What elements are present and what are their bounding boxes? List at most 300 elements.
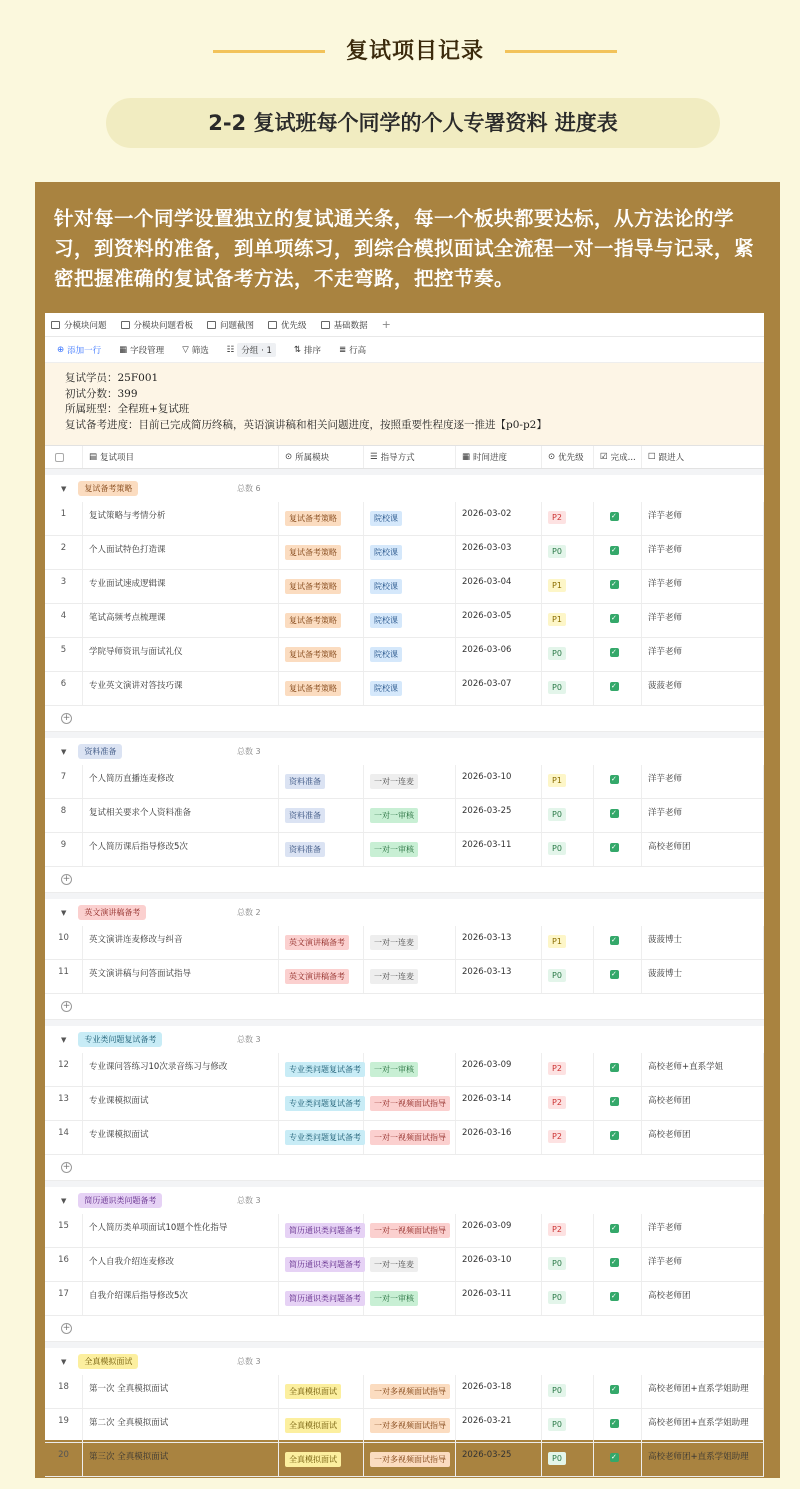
select-all-checkbox[interactable] [45,446,83,468]
module-tag: 全真模拟面试 [285,1384,341,1399]
collapse-arrow-icon[interactable]: ▼ [61,1035,67,1044]
row-number: 18 [45,1375,83,1408]
item-cell[interactable]: 个人面试特色打造课 [83,536,279,569]
date-cell[interactable]: 2026-03-18 [456,1375,542,1408]
table-row[interactable] [45,604,764,638]
table-row[interactable] [45,1087,764,1121]
priority-tag: P2 [548,1062,566,1075]
method-tag: 一对多视频面试指导 [370,1452,450,1467]
date-cell[interactable]: 2026-03-06 [456,638,542,671]
method-cell[interactable] [364,638,456,671]
grid-icon [268,321,277,329]
collapse-arrow-icon[interactable]: ▼ [61,1357,67,1366]
priority-cell[interactable] [542,1087,594,1120]
method-cell[interactable] [364,833,456,866]
module-tag: 复试备考策略 [285,647,341,662]
priority-cell[interactable] [542,638,594,671]
done-cell[interactable] [594,1087,642,1120]
owner-cell[interactable]: 洋芋老师 [642,765,764,798]
owner-cell[interactable]: 洋芋老师 [642,638,764,671]
item-cell[interactable]: 复试策略与考情分析 [83,502,279,535]
method-cell[interactable] [364,604,456,637]
tab-kanban[interactable]: 分模块问题看板 [121,319,194,331]
group-label: 资料准备 [78,744,122,759]
table-row[interactable] [45,1214,764,1248]
add-record-row[interactable] [45,1155,764,1181]
row-number: 11 [45,960,83,993]
module-tag: 专业类问题复试备考 [285,1096,365,1111]
priority-cell[interactable] [542,926,594,959]
row-number: 14 [45,1121,83,1154]
collapse-arrow-icon[interactable]: ▼ [61,1196,67,1205]
priority-cell[interactable] [542,1121,594,1154]
method-cell[interactable] [364,1443,456,1476]
checkbox-checked-icon[interactable] [610,1419,619,1428]
method-tag: 一对一视频面试指导 [370,1130,450,1145]
priority-tag: P0 [548,808,566,821]
initial-score: 初试分数：399 [65,387,138,400]
priority-cell[interactable] [542,604,594,637]
module-cell[interactable] [279,672,364,705]
done-cell[interactable] [594,1121,642,1154]
group-icon: ☷ [226,344,235,355]
module-tag: 简历通识类问题备考 [285,1291,365,1306]
module-tag: 资料准备 [285,774,325,789]
group-label: 专业类问题复试备考 [78,1032,162,1047]
priority-cell[interactable] [542,960,594,993]
item-cell[interactable]: 自我介绍课后指导修改5次 [83,1282,279,1315]
method-tag: 一对一审核 [370,1062,418,1077]
item-cell[interactable]: 笔试高频考点梳理课 [83,604,279,637]
owner-cell[interactable]: 高校老师团 [642,1087,764,1120]
table-row[interactable] [45,1282,764,1316]
priority-tag: P0 [548,1257,566,1270]
done-cell[interactable] [594,1053,642,1086]
progress-table [45,445,764,1477]
owner-cell[interactable]: 洋芋老师 [642,502,764,535]
tab-screenshots[interactable]: 问题截图 [207,319,254,331]
owner-cell[interactable]: 洋芋老师 [642,570,764,603]
priority-cell[interactable] [542,502,594,535]
module-cell[interactable] [279,638,364,671]
item-cell[interactable]: 第三次 全真模拟面试 [83,1443,279,1476]
priority-cell[interactable] [542,570,594,603]
checkbox-checked-icon[interactable] [610,1131,619,1140]
grid-icon [321,321,330,329]
item-cell[interactable]: 第一次 全真模拟面试 [83,1375,279,1408]
owner-cell[interactable]: 高校老师团+直系学姐助理 [642,1409,764,1442]
method-tag: 一对一视频面试指导 [370,1223,450,1238]
owner-cell[interactable]: 菠菠博士 [642,926,764,959]
col-done[interactable]: ☑ 完成... [594,446,642,468]
done-cell[interactable] [594,1443,642,1476]
module-tag: 简历通识类问题备考 [285,1223,365,1238]
priority-cell[interactable] [542,1248,594,1281]
date-cell[interactable]: 2026-03-13 [456,960,542,993]
collapse-arrow-icon[interactable]: ▼ [61,747,67,756]
date-cell[interactable]: 2026-03-13 [456,926,542,959]
table-row[interactable] [45,1443,764,1477]
module-cell[interactable] [279,799,364,832]
row-number: 5 [45,638,83,671]
module-cell[interactable] [279,1443,364,1476]
module-cell[interactable] [279,833,364,866]
done-cell[interactable] [594,799,642,832]
sort-button[interactable]: ⇅ 排序 [293,344,322,356]
item-cell[interactable]: 专业课模拟面试 [83,1087,279,1120]
date-cell[interactable]: 2026-03-09 [456,1053,542,1086]
item-cell[interactable]: 个人简历直播连麦修改 [83,765,279,798]
table-row[interactable] [45,960,764,994]
module-tag: 复试备考策略 [285,613,341,628]
module-cell[interactable] [279,1282,364,1315]
date-cell[interactable]: 2026-03-14 [456,1087,542,1120]
add-record-row[interactable] [45,706,764,732]
done-cell[interactable] [594,604,642,637]
group-header[interactable] [45,1020,764,1053]
priority-cell[interactable] [542,536,594,569]
checkbox-checked-icon[interactable] [610,512,619,521]
module-cell[interactable] [279,960,364,993]
item-cell[interactable]: 个人自我介绍连麦修改 [83,1248,279,1281]
method-cell[interactable] [364,1121,456,1154]
checkbox-checked-icon[interactable] [610,1453,619,1462]
filter-icon: ▽ [182,344,189,355]
done-cell[interactable] [594,638,642,671]
checkbox-checked-icon[interactable] [610,1385,619,1394]
date-cell[interactable]: 2026-03-25 [456,799,542,832]
module-cell[interactable] [279,1053,364,1086]
date-cell[interactable]: 2026-03-10 [456,765,542,798]
item-cell[interactable]: 专业面试速成逻辑课 [83,570,279,603]
row-number: 3 [45,570,83,603]
student-id: 复试学员：25F001 [65,372,159,384]
multi-option-icon: ☰ [370,452,378,462]
checkbox-checked-icon[interactable] [610,775,619,784]
collapse-arrow-icon[interactable]: ▼ [61,484,67,493]
row-number: 16 [45,1248,83,1281]
date-cell[interactable]: 2026-03-11 [456,1282,542,1315]
add-record-row[interactable] [45,994,764,1020]
owner-cell[interactable]: 高校老师团+直系学姐助理 [642,1443,764,1476]
method-cell[interactable] [364,765,456,798]
group-header[interactable] [45,1181,764,1214]
module-cell[interactable] [279,1375,364,1408]
row-number: 1 [45,502,83,535]
intro-text: 针对每一个同学设置独立的复试通关条，每一个板块都要达标，从方法论的学习，到资料的准备，到单项练习，到综合模拟面试全流程一对一指导与记录，紧密把握准确的复试备考方法，不走弯路，把控节奏。 [54,207,755,290]
item-cell[interactable]: 英文演讲连麦修改与纠音 [83,926,279,959]
priority-cell[interactable] [542,1214,594,1247]
method-cell[interactable] [364,536,456,569]
method-tag: 院校课 [370,647,402,662]
date-cell[interactable]: 2026-03-09 [456,1214,542,1247]
priority-tag: P1 [548,935,566,948]
item-cell[interactable]: 英文演讲稿与问答面试指导 [83,960,279,993]
module-cell[interactable] [279,765,364,798]
method-cell[interactable] [364,672,456,705]
row-number: 15 [45,1214,83,1247]
module-cell[interactable] [279,570,364,603]
date-cell[interactable]: 2026-03-07 [456,672,542,705]
item-cell[interactable]: 专业课问答练习10次录音练习与修改 [83,1053,279,1086]
add-record-row[interactable] [45,1316,764,1342]
title-decoration-right [505,50,617,53]
checkbox-checked-icon[interactable] [610,1292,619,1301]
priority-tag: P1 [548,579,566,592]
item-cell[interactable]: 专业英文演讲对答技巧课 [83,672,279,705]
col-item[interactable]: ▤ 复试项目 [83,446,279,468]
done-cell[interactable] [594,765,642,798]
date-cell[interactable]: 2026-03-21 [456,1409,542,1442]
method-cell[interactable] [364,1053,456,1086]
group-label: 简历通识类问题备考 [78,1193,162,1208]
owner-cell[interactable]: 高校老师+直系学姐 [642,1053,764,1086]
method-cell[interactable] [364,1282,456,1315]
checkbox-checked-icon[interactable] [610,1097,619,1106]
priority-cell[interactable] [542,765,594,798]
add-view-button[interactable]: + [381,318,391,331]
item-cell[interactable]: 专业课模拟面试 [83,1121,279,1154]
text-field-icon: ▤ [89,452,98,462]
row-number: 8 [45,799,83,832]
priority-tag: P2 [548,511,566,524]
date-cell[interactable]: 2026-03-10 [456,1248,542,1281]
method-tag: 一对一视频面试指导 [370,1096,450,1111]
done-cell[interactable] [594,536,642,569]
date-cell[interactable]: 2026-03-05 [456,604,542,637]
owner-cell[interactable]: 高校老师团 [642,833,764,866]
checkbox-checked-icon[interactable] [610,1063,619,1072]
priority-cell[interactable] [542,1443,594,1476]
module-tag: 简历通识类问题备考 [285,1257,365,1272]
calendar-icon: ▦ [462,452,471,462]
owner-cell[interactable]: 洋芋老师 [642,536,764,569]
checkbox-checked-icon[interactable] [610,580,619,589]
owner-cell[interactable]: 洋芋老师 [642,1248,764,1281]
module-cell[interactable] [279,1409,364,1442]
table-row[interactable] [45,799,764,833]
group-button[interactable]: ☷ 分组 · 1 [227,343,276,357]
filter-button[interactable]: ▽ 筛选 [182,344,209,356]
col-priority[interactable]: ⊙ 优先级 [542,446,594,468]
module-cell[interactable] [279,502,364,535]
method-cell[interactable] [364,1214,456,1247]
checkbox-checked-icon[interactable] [610,614,619,623]
done-cell[interactable] [594,1282,642,1315]
row-number: 17 [45,1282,83,1315]
method-cell[interactable] [364,570,456,603]
plus-circle-icon[interactable]: + [62,1323,71,1333]
priority-tag: P0 [548,842,566,855]
group-count: 总数 2 [237,908,261,917]
owner-cell[interactable]: 高校老师团 [642,1121,764,1154]
owner-cell[interactable]: 洋芋老师 [642,799,764,832]
date-cell[interactable]: 2026-03-03 [456,536,542,569]
method-tag: 一对一连麦 [370,969,418,984]
owner-cell[interactable]: 洋芋老师 [642,604,764,637]
method-tag: 院校课 [370,681,402,696]
method-tag: 院校课 [370,579,402,594]
item-cell[interactable]: 第二次 全真模拟面试 [83,1409,279,1442]
collapse-arrow-icon[interactable]: ▼ [61,908,67,917]
plus-circle-icon[interactable]: + [62,1001,71,1011]
done-cell[interactable] [594,672,642,705]
method-tag: 院校课 [370,511,402,526]
module-cell[interactable] [279,1214,364,1247]
done-cell[interactable] [594,1375,642,1408]
priority-cell[interactable] [542,1053,594,1086]
done-cell[interactable] [594,570,642,603]
checkbox-checked-icon[interactable] [610,1258,619,1267]
group-header[interactable] [45,732,764,765]
table-row[interactable] [45,672,764,706]
priority-cell[interactable] [542,1375,594,1408]
prep-progress: 复试备考进度：目前已完成简历终稿，英语演讲稿和相关问题进度，按照重要性程度逐一推进【p0-p2】 [65,418,547,431]
module-cell[interactable] [279,1087,364,1120]
group-header[interactable] [45,469,764,502]
priority-tag: P0 [548,647,566,660]
method-cell[interactable] [364,1409,456,1442]
row-number: 6 [45,672,83,705]
item-cell[interactable]: 学院导师资讯与面试礼仪 [83,638,279,671]
title-decoration-left [213,50,325,53]
module-cell[interactable] [279,926,364,959]
method-tag: 一对一连麦 [370,774,418,789]
module-tag: 全真模拟面试 [285,1418,341,1433]
method-tag: 院校课 [370,613,402,628]
sort-icon: ⇅ [293,344,302,355]
checkbox-checked-icon[interactable] [610,843,619,852]
table-row[interactable] [45,570,764,604]
owner-cell[interactable]: 菠菠博士 [642,960,764,993]
priority-tag: P1 [548,613,566,626]
method-cell[interactable] [364,926,456,959]
method-cell[interactable] [364,1248,456,1281]
plus-circle-icon[interactable]: + [62,1162,71,1172]
col-owner[interactable]: ☐ 跟进人 [642,446,764,468]
module-cell[interactable] [279,1121,364,1154]
table-row[interactable] [45,765,764,799]
group-label: 英文演讲稿备考 [78,905,146,920]
tab-grid[interactable]: 分模块问题 [51,319,107,331]
col-module[interactable]: ⊙ 所属模块 [279,446,364,468]
add-row-button[interactable]: ⊕ 添加一行 [57,344,102,356]
done-cell[interactable] [594,1248,642,1281]
done-cell[interactable] [594,833,642,866]
plus-circle-icon[interactable]: + [62,874,71,884]
person-icon: ☐ [648,452,656,462]
method-cell[interactable] [364,799,456,832]
module-cell[interactable] [279,1248,364,1281]
item-cell[interactable]: 复试相关要求个人资料准备 [83,799,279,832]
group-count: 总数 6 [237,484,261,493]
row-number: 19 [45,1409,83,1442]
table-row[interactable] [45,1121,764,1155]
table-row[interactable] [45,1375,764,1409]
checkbox-checked-icon[interactable] [610,546,619,555]
done-cell[interactable] [594,502,642,535]
checkbox-checked-icon[interactable] [610,936,619,945]
tab-base-data[interactable]: 基础数据 [321,319,368,331]
table-row[interactable] [45,502,764,536]
module-cell[interactable] [279,536,364,569]
table-row[interactable] [45,926,764,960]
method-cell[interactable] [364,960,456,993]
method-cell[interactable] [364,1087,456,1120]
plus-circle-icon[interactable]: + [62,713,71,723]
plus-circle-icon: ⊕ [57,344,65,355]
done-cell[interactable] [594,1409,642,1442]
row-number: 7 [45,765,83,798]
priority-tag: P0 [548,1452,566,1465]
date-cell[interactable]: 2026-03-16 [456,1121,542,1154]
method-cell[interactable] [364,502,456,535]
option-field-icon: ⊙ [285,452,293,462]
date-cell[interactable]: 2026-03-04 [456,570,542,603]
method-cell[interactable] [364,1375,456,1408]
add-record-row[interactable] [45,867,764,893]
checkbox-checked-icon[interactable] [610,809,619,818]
checkbox-checked-icon[interactable] [610,970,619,979]
date-cell[interactable]: 2026-03-11 [456,833,542,866]
table-row[interactable] [45,638,764,672]
priority-cell[interactable] [542,1409,594,1442]
done-cell[interactable] [594,1214,642,1247]
done-cell[interactable] [594,926,642,959]
checkbox-checked-icon[interactable] [610,648,619,657]
priority-tag: P1 [548,774,566,787]
module-cell[interactable] [279,604,364,637]
table-row[interactable] [45,833,764,867]
module-tag: 资料准备 [285,842,325,857]
toolbar [45,337,764,363]
table-row[interactable] [45,1248,764,1282]
item-cell[interactable]: 个人简历类单项面试10题个性化指导 [83,1214,279,1247]
module-tag: 专业类问题复试备考 [285,1062,365,1077]
priority-cell[interactable] [542,833,594,866]
group-count: 总数 3 [237,1357,261,1366]
checkbox-checked-icon[interactable] [610,682,619,691]
date-cell[interactable]: 2026-03-02 [456,502,542,535]
table-row[interactable] [45,1053,764,1087]
owner-cell[interactable]: 高校老师团+直系学姐助理 [642,1375,764,1408]
field-manager-button[interactable]: ▦ 字段管理 [119,344,165,356]
priority-cell[interactable] [542,672,594,705]
col-method[interactable]: ☰ 指导方式 [364,446,456,468]
priority-cell[interactable] [542,799,594,832]
group-count: 总数 3 [237,1196,261,1205]
row-number: 9 [45,833,83,866]
owner-cell[interactable]: 菠菠老师 [642,672,764,705]
date-cell[interactable]: 2026-03-25 [456,1443,542,1476]
done-cell[interactable] [594,960,642,993]
tab-priority[interactable]: 优先级 [268,319,307,331]
item-cell[interactable]: 个人简历课后指导修改5次 [83,833,279,866]
row-height-button[interactable]: ≣ 行高 [339,344,367,356]
checkbox-checked-icon[interactable] [610,1224,619,1233]
owner-cell[interactable]: 高校老师团 [642,1282,764,1315]
group-header[interactable] [45,893,764,926]
col-date[interactable]: ▦ 时间进度 [456,446,542,468]
priority-cell[interactable] [542,1282,594,1315]
table-row[interactable] [45,536,764,570]
row-number: 20 [45,1443,83,1476]
method-tag: 一对一连麦 [370,1257,418,1272]
group-header[interactable] [45,1342,764,1375]
view-tabs [45,313,764,337]
table-row[interactable] [45,1409,764,1443]
owner-cell[interactable]: 洋芋老师 [642,1214,764,1247]
